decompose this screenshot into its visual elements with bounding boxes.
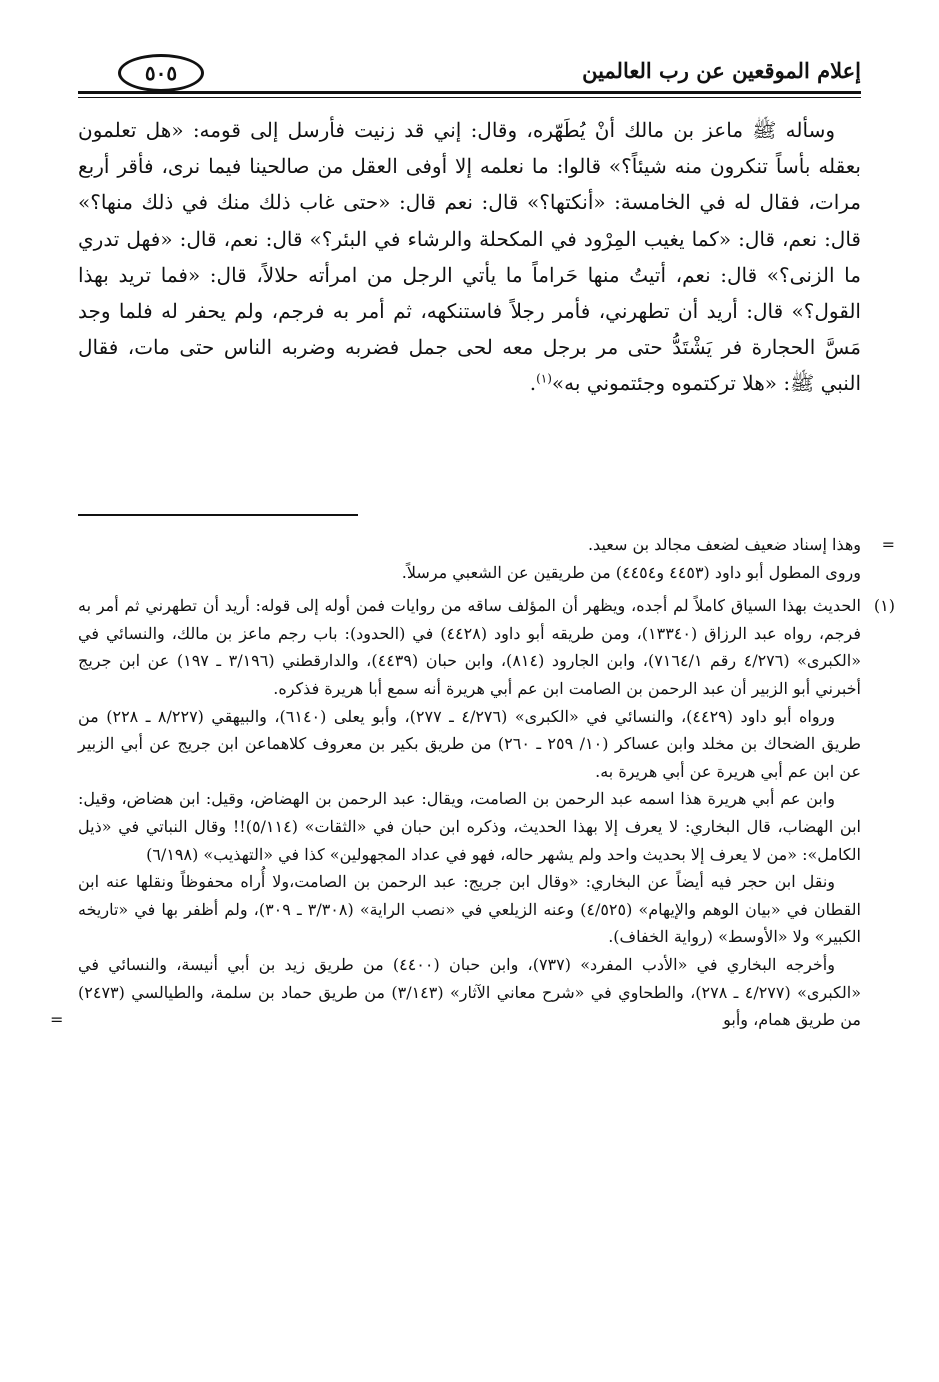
footnote-paragraph: وروى المطول أبو داود (٤٤٥٣ و٤٤٥٤) من طريقين عن الشعبي مرسلاً. — [401, 562, 861, 582]
footnote-paragraph: وأخرجه البخاري في «الأدب المفرد» (٧٣٧)، وابن حبان (٤٤٠٠) من طريق زيد بن أبي أنيسة، والنسائي في «الكبرى» (٤/٢٧٧ ـ ٢٧٨)، والطحاوي في «شرح معاني الآثار» (٣/١٤٣) من طريق حماد بن سلمة، والطيالسي (٢٤٧٣) من طريق همام، وأبو — [78, 954, 862, 1030]
footnotes — [50, 531, 895, 1040]
main-text-end: . — [529, 371, 537, 396]
header-rule-thick — [78, 91, 861, 94]
continues-marker: = — [50, 1010, 64, 1030]
page-header — [78, 50, 861, 98]
main-text: وسأله ﷺ ماعز بن مالك أنْ يُطَهّره، وقال: إني قد زنيت فأرسل إلى قومه: «هل تعلمون بعقله بأساً تنكرون منه شيئاً؟» قالوا: ما نعلمه إلا أوفى العقل من صالحينا فيما نرى، فأقر أربع مرات، فقال له في الخامسة: «أنكتها؟» قال: نعم قال: «حتى غاب ذلك منك في ذلك منها؟» قال: نعم، قال: «كما يغيب المِرْود في المكحلة والرشاء في البئر؟» قال: نعم، قال: «فهل تدري ما الزنى؟» قال: نعم، أتيتُ منها حَراماً ما يأتي الرجل من امرأته حلالاً، قال: «فما تريد بهذا القول؟» قال: أريد أن تطهرني، فأمر رجلاً فاستنكهه، ثم أمر به فرجم، ولم يحفر له فلما وجد مَسَّ الحجارة فر يَشْتَدُّ حتى مر برجل معه لحى جمل فضربه وضربه الناس حتى مات، فقال النبي ﷺ: «هلا تركتموه وجئتموني به» — [78, 118, 861, 396]
footnote-paragraph: ورواه أبو داود (٤٤٢٩)، والنسائي في «الكبرى» (٤/٢٧٦ ـ ٢٧٧)، وأبو يعلى (٦١٤٠)، والبيهقي (٨/٢٢٧ ـ ٢٢٨) من طريق الضحاك بن مخلد وابن عساكر (١٠/ ٢٥٩ ـ ٢٦٠) من طريق بكير بن معروف كلاهماعن ابن جريج عن أبي الزبير عن ابن عم أبي هريرة عن أبي هريرة به. — [78, 706, 862, 781]
footnote-1 — [50, 592, 895, 1034]
main-paragraph — [78, 112, 861, 402]
footnote-paragraph: وهذا إسناد ضعيف لضعف مجالد بن سعيد. — [587, 535, 861, 554]
footnote-paragraph: وابن عم أبي هريرة هذا اسمه عبد الرحمن بن الصامت، ويقال: عبد الرحمن بن الهضاض، وقيل: ابن هضاض، وقيل: ابن الهضاب، قال البخاري: لا يعرف إلا بهذا الحديث، وذكره ابن حبان في «الثقات» (٥/١١٤)!! وقال النباتي في «ذيل الكامل»: «من لا يعرف إلا بحديث واحد ولم يشهر حاله، فهو في عداد المجهولين» كذا في «التهذيب» (٦/١٩٨) — [78, 789, 861, 864]
footnote-paragraph: ونقل ابن حجر فيه أيضاً عن البخاري: «وقال ابن جريج: عبد الرحمن بن الصامت،ولا أُراه محفوظاً ونقلها عنه ابن القطان في «بيان الوهم والإيهام» (٤/٥٢٥) وعنه الزيلعي في «نصب الراية» (٣/٣٠٨ ـ ٣٠٩)، ولم أظفر بها في «تاريخه الكبير» ولا «الأوسط» (رواية الخفاف). — [78, 872, 861, 947]
footnote-separator — [78, 514, 358, 516]
footnote-marker: (١) — [873, 596, 895, 616]
footnote-ref[interactable]: (١) — [536, 371, 552, 386]
footnote-continuation — [78, 531, 895, 586]
header-rule-thin — [78, 97, 861, 98]
running-title: إعلام الموقعين عن رب العالمين — [582, 58, 861, 83]
continuation-marker: = — [881, 535, 895, 554]
main-body — [78, 112, 861, 402]
footnote-paragraph: الحديث بهذا السياق كاملاً لم أجده، ويظهر أن المؤلف ساقه من روايات فمن أوله إلى قوله: أريد أن تطهرني ثم أمر به فرجم، رواه عبد الرزاق (١٣٣٤٠)، ومن طريقه أبو داود (٤٤٢٨) في (الحدود): باب رجم ماعز بن مالك، والنسائي في «الكبرى» (٤/٢٧٦ رقم ٧١٦٤/١)، وابن الجارود (٨١٤)، وابن حبان (٤٤٣٩)، والدارقطني (٣/١٩٦ ـ ١٩٧) عن ابن جريج أخبرني أبو الزبير أن عبد الرحمن بن الصامت ابن عم أبي هريرة أنه سمع أبا هريرة فذكره. — [78, 596, 862, 698]
page-number: ٥٠٥ — [118, 54, 204, 92]
